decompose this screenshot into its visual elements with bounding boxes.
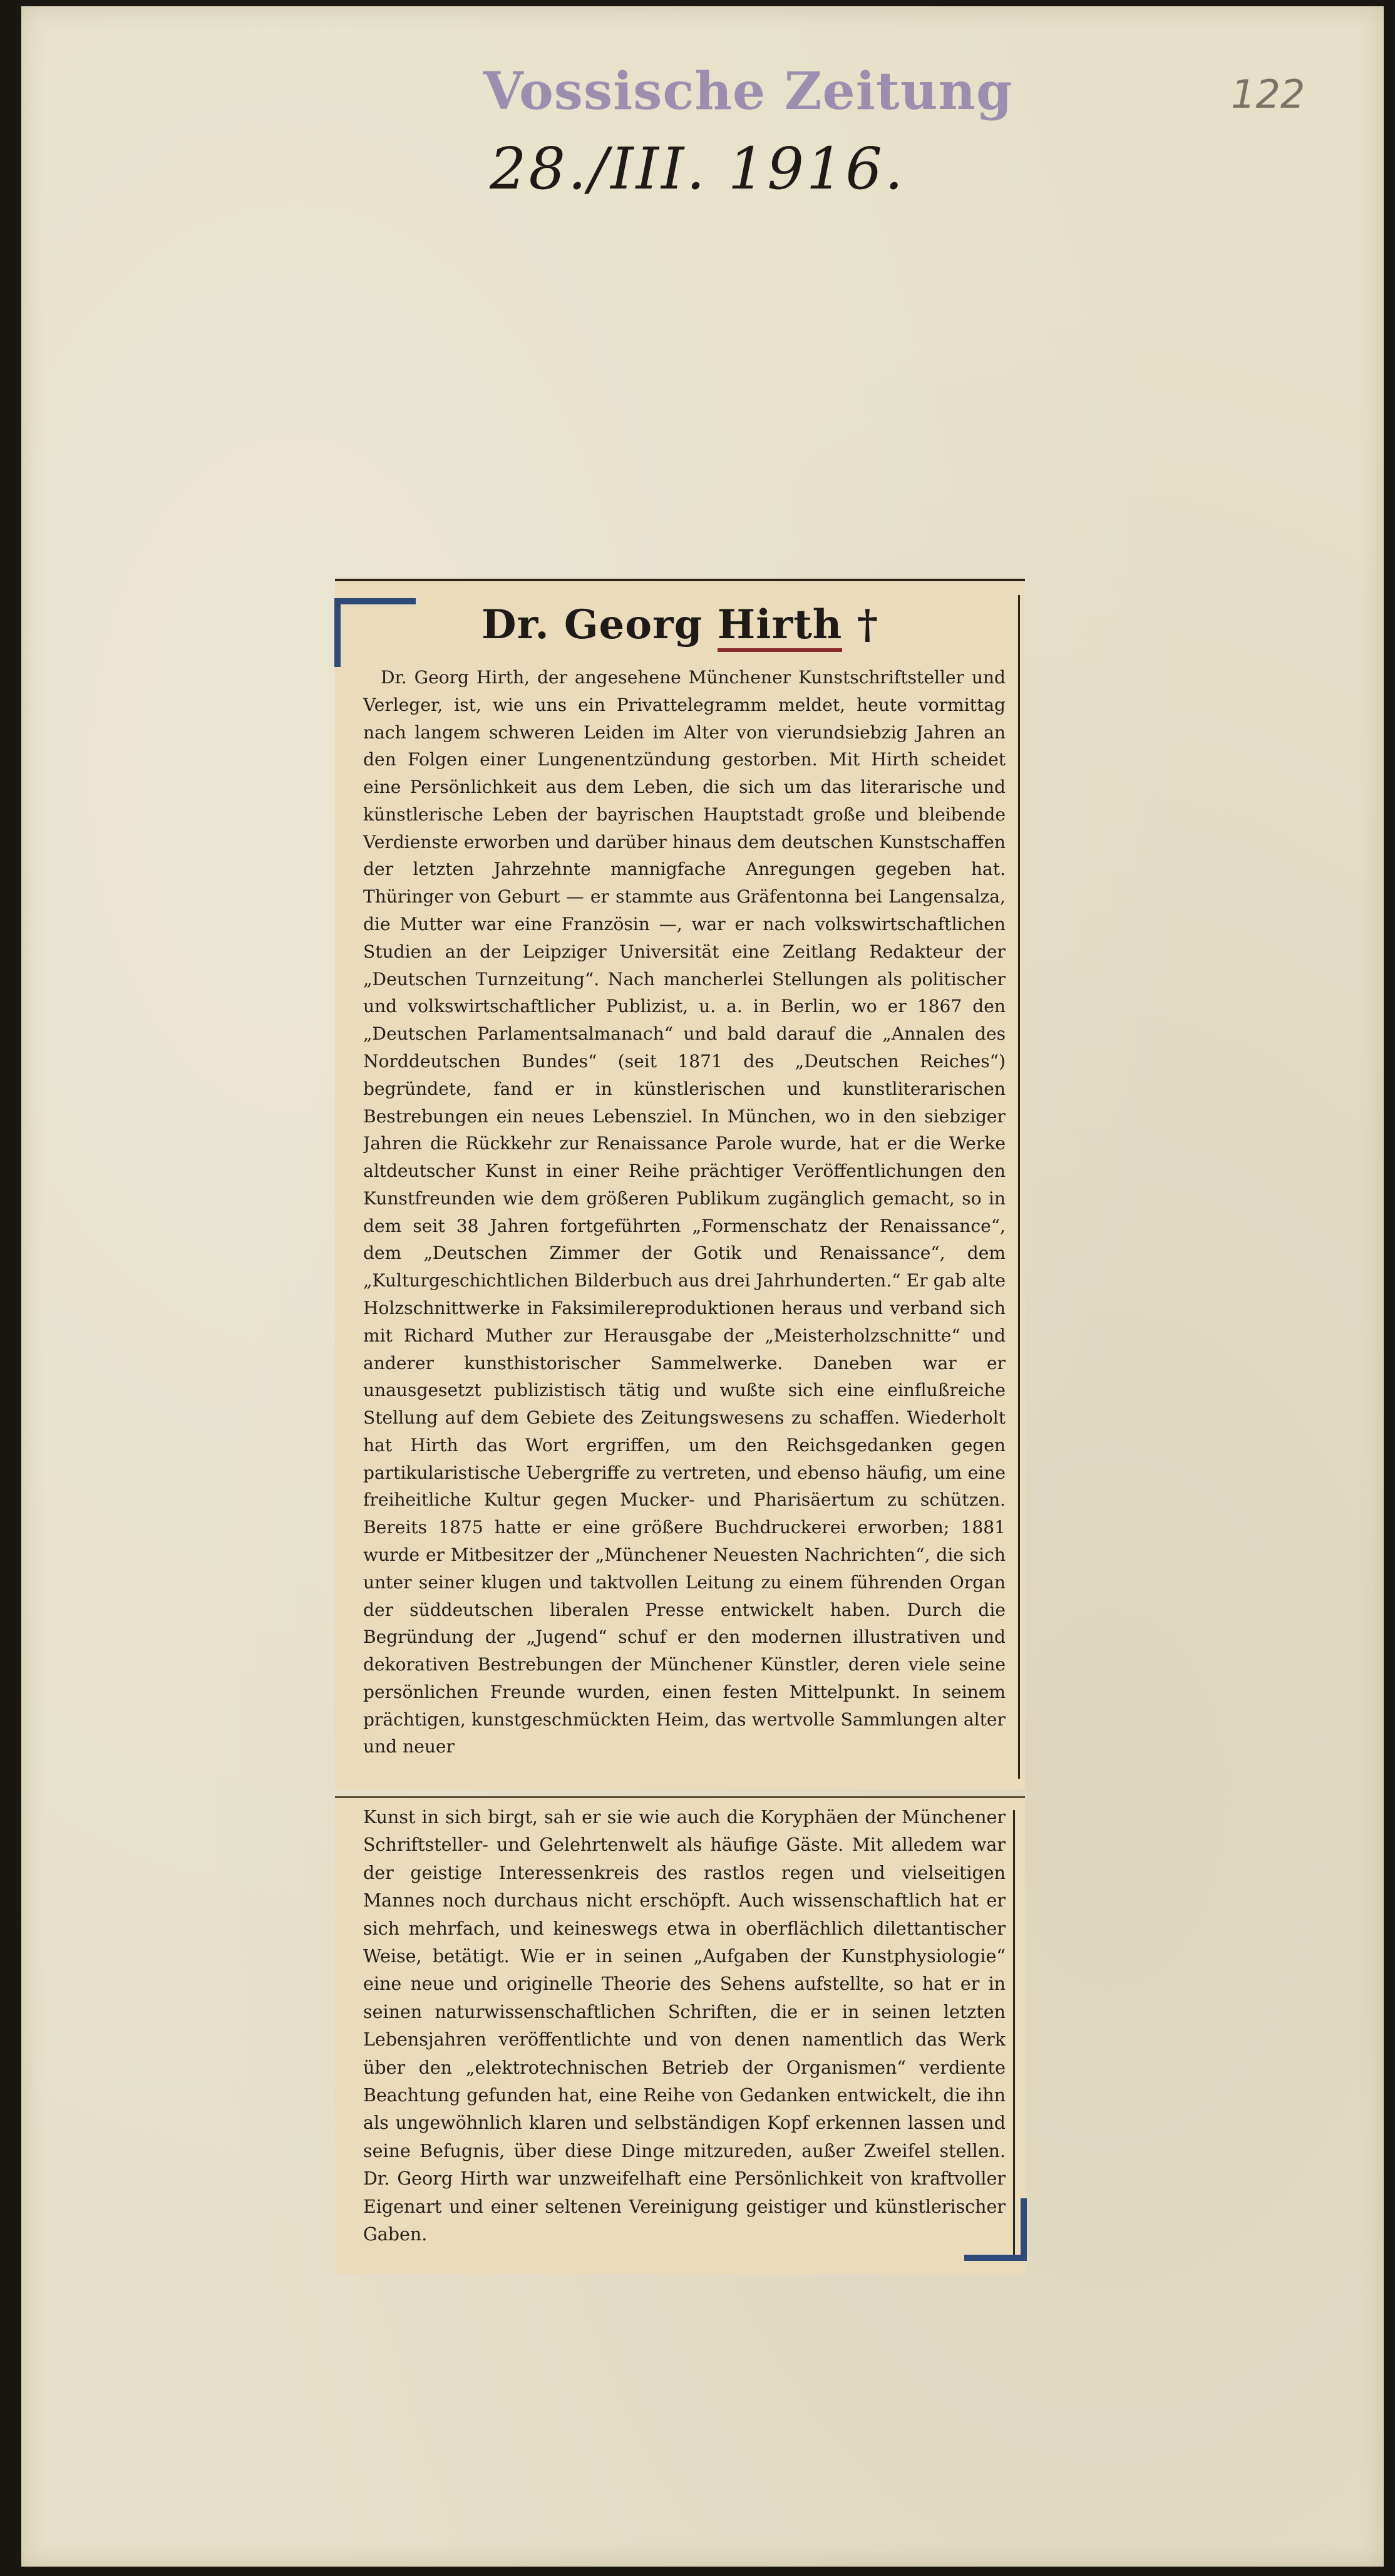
headline-name: Hirth bbox=[718, 601, 843, 652]
column-rule bbox=[1018, 595, 1020, 1779]
article-body-part-1: Dr. Georg Hirth, der angesehene Münchener Kunstschriftsteller und Verleger, ist, wie uns ein Privattelegramm meldet, heute vormittag nach langem schweren Leiden im Alter von vierundsiebzig Jahren an den Folgen einer Lungenentzündung gestorben. Mit Hirth scheidet eine Persönlichkeit aus dem Leben, die sich um das literarische und künstlerische Leben der bayrischen Hauptstadt große und bleibende Verdienste erworben und darüber hinaus dem deutschen Kunstschaffen der letzten Jahrzehnte mannigfache Anregungen gegeben hat. Thüringer von Geburt — er stammte aus Gräfentonna bei Langensalza, die Mutter war eine Französin —, war er nach volkswirtschaftlichen Studien an der Leipziger Universität eine Zeitlang Redakteur der „Deutschen Turnzeitung“. Nach mancherlei Stellungen als politischer und volkswirtschaftlicher Publizist, u. a. in Berlin, wo er 1867 den „Deutschen Parlamentsalmanach“ und bald darauf die „Annalen des Norddeutschen Bundes“ (seit 1871 des „Deutschen Reiches“) begründete, fand er in künstlerischen und kunstliterarischen Bestrebungen ein neues Lebensziel. In München, wo in den siebziger Jahren die Rückkehr zur Renaissance Parole wurde, hat er die Werke altdeutscher Kunst in einer Reihe prächtiger Veröffentlichungen den Kunstfreunden wie dem größeren Publikum zugänglich gemacht, so in dem seit 38 Jahren fortgeführten „Formenschatz der Renaissance“, dem „Deutschen Zimmer der Gotik und Renaissance“, dem „Kulturgeschichtlichen Bilderbuch aus drei Jahrhunderten.“ Er gab alte Holzschnittwerke in Faksimilereproduktionen heraus und verband sich mit Richard Muther zur Herausgabe der „Meisterholzschnitte“ und anderer kunsthistorischer Sammelwerke. Daneben war er unausgesetzt publizistisch tätig und wußte sich eine einflußreiche Stellung auf dem Gebiete des Zeitungswesens zu schaffen. Wiederholt hat Hirth das Wort ergriffen, um den Reichsgedanken gegen partikularistische Uebergriffe zu vertreten, und ebenso häufig, um eine freiheitliche Kultur gegen Mucker- und Pharisäertum zu schützen. Bereits 1875 hatte er eine größere Buchdruckerei erworben; 1881 wurde er Mitbesitzer der „Münchener Neuesten Nachrichten“, die sich unter seiner klugen und taktvollen Leitung zu einem führenden Organ der süddeutschen liberalen Presse entwickelt haben. Durch die Begründung der „Jugend“ schuf er den modernen illustrativen und dekorativen Bestrebungen der Münchener Künstler, deren viele seine persönlichen Freunde wurden, einen festen Mittelpunkt. In seinem prächtigen, kunstgeschmückten Heim, das wertvolle Sammlungen alter und neuer bbox=[363, 667, 1006, 1757]
archive-number: 122 bbox=[1231, 71, 1305, 117]
article-headline bbox=[335, 601, 1025, 648]
column-rule-lower bbox=[1013, 1810, 1015, 2261]
headline-prefix: Dr. Georg bbox=[481, 601, 718, 648]
article-body-part-2: Kunst in sich birgt, sah er sie wie auch die Koryphäen der Münchener Schriftsteller- und Gelehrtenwelt als häufige Gäste. Mit alledem war der geistige Interessenkreis des rastlos regen und vielseitigen Mannes noch durchaus nicht erschöpft. Auch wissenschaftlich hat er sich mehrfach, und keineswegs etwa in oberflächlich dilettantischer Weise, betätigt. Wie er in seinen „Aufgaben der Kunstphysiologie“ eine neue und originelle Theorie des Sehens aufstellte, so hat er in seinen naturwissenschaftlichen Schriften, die er in seinen letzten Lebensjahren veröffentlichte und von denen namentlich das Werk über den „elektrotechnischen Betrieb der Organismen“ verdiente Beachtung gefunden hat, eine Reihe von Gedanken entwickelt, die ihn als ungewöhnlich klaren und selbständigen Kopf erkennen lassen und seine Befugnis, über diese Dinge mitzureden, außer Zweifel stellen. Dr. Georg Hirth war unzweifelhaft eine Persönlichkeit von kraftvoller Eigenart und einer seltenen Vereinigung geistiger und künstlerischer Gaben. bbox=[363, 1807, 1006, 2245]
headline-cross: † bbox=[842, 601, 879, 648]
handwritten-date: 28./III. 1916. bbox=[490, 135, 906, 202]
newspaper-stamp: Vossische Zeitung bbox=[483, 61, 1013, 122]
